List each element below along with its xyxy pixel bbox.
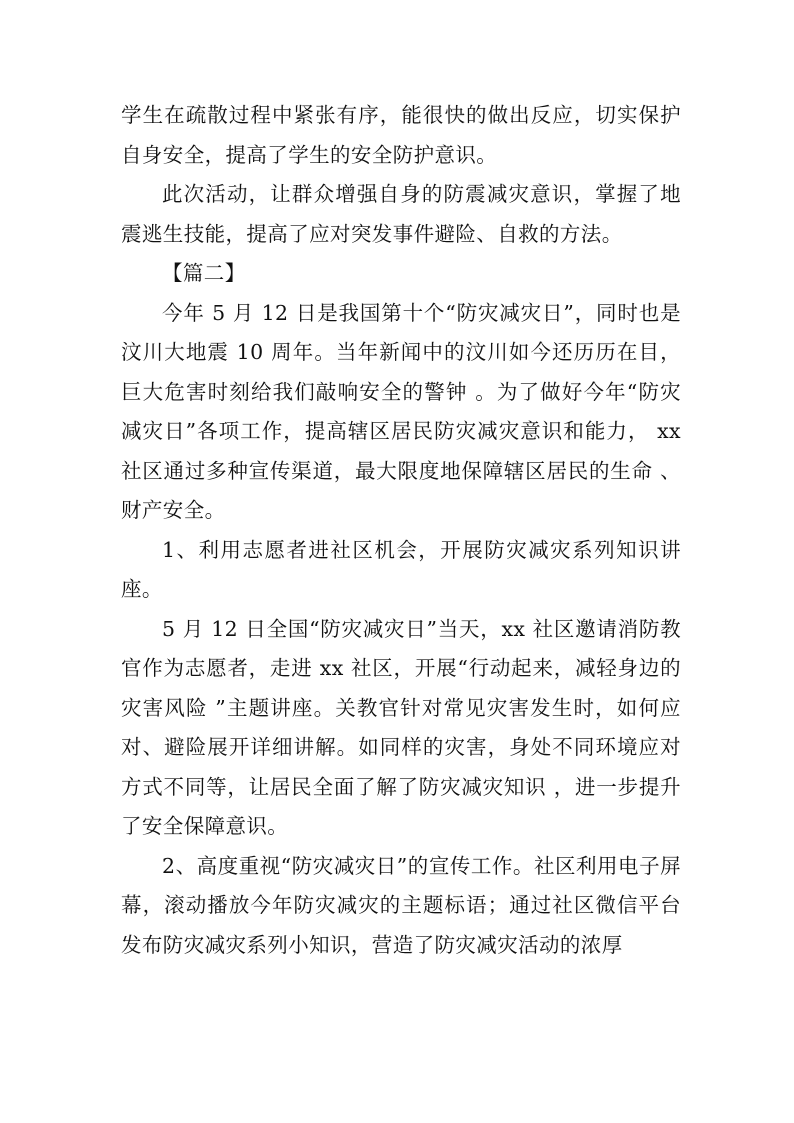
paragraph-intro: 今年 5 月 12 日是我国第十个“防灾减灾日”，同时也是汶川大地震 10 周年。当年新闻中的汶川如今还历历在目，巨大危害时刻给我们敲响安全的警钟 。为了做好今年“防灾减灾日”各项工作，提高辖区居民防灾减灾意识和能力， xx 社区通过多种宣传渠道，最大限度地保障辖区居民的生命 、财产安全。 <box>121 300 681 522</box>
list-item-2-heading: 2、高度重视“防灾减灾日”的宣传工作。社区利用电子屏幕，滚动播放今年防灾减灾的主题标语；通过社区微信平台发布防灾减灾系列小知识，营造了防灾减灾活动的浓厚 <box>121 853 681 957</box>
paragraph-continuation: 学生在疏散过程中紧张有序，能很快的做出反应，切实保护自身安全，提高了学生的安全防护意识。 <box>121 103 681 167</box>
section-heading: 【篇二】 <box>162 261 246 285</box>
document-body <box>121 96 681 965</box>
paragraph-summary: 此次活动，让群众增强自身的防震减灾意识，掌握了地震逃生技能，提高了应对突发事件避险、自救的方法。 <box>121 182 681 246</box>
paragraph-lecture: 5 月 12 日全国“防灾减灾日”当天，xx 社区邀请消防教官作为志愿者，走进 xx 社区，开展“行动起来，减轻身边的灾害风险 ”主题讲座。关教官针对常见灾害发生时，如何应对、避险展开详细讲解。如同样的灾害，身处不同环境应对方式不同等，让居民全面了解了防灾减灾知识 ，进一步提升了安全保障意识。 <box>121 616 681 838</box>
list-item-1-heading: 1、利用志愿者进社区机会，开展防灾减灾系列知识讲座。 <box>121 537 681 601</box>
